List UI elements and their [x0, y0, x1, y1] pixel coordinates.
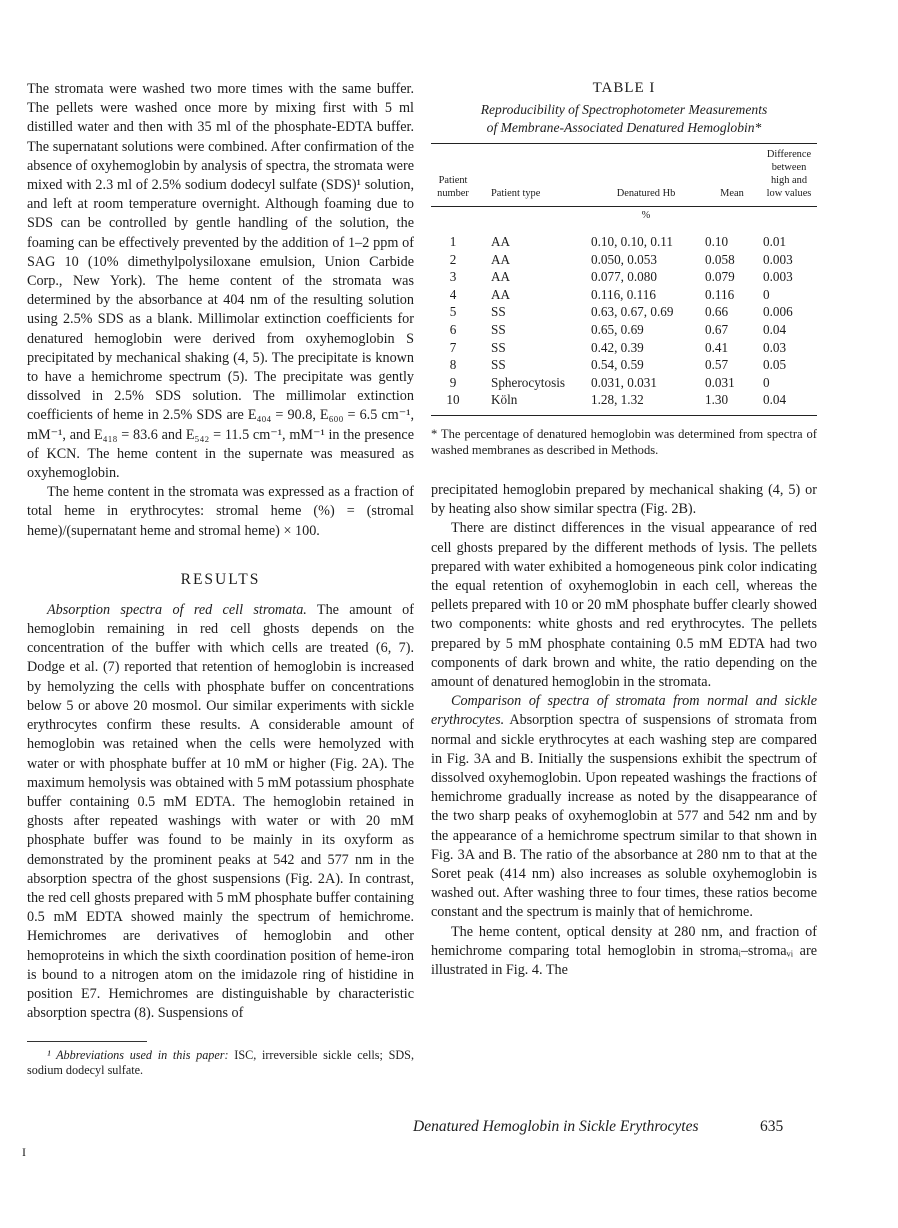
table-header-row [431, 144, 817, 207]
methods-paragraph-1: The stromata were washed two more times with the same buffer. The pellets were washed once more by mixing first with 5 ml distilled water and then with 35 ml of the phosphate-EDTA buffer. The supernatant solutions were combined. After confirmation of the absence of oxyhemoglobin by analysis of spectra, the stromata were mixed with 2.3 ml of 2.5% sodium dodecyl sulfate (SDS)¹ solution, and left at room temperature overnight. Although foaming due to SDS can be controlled by gentle handling of the solution, the foaming can be effectively prevented by the addition of 1–2 ppm of SAG 10 (10% dimethylpolysiloxane emulsion, Union Carbide Corp., New York). The heme content of the stromata was determined by the absorbance at 404 nm of the resulting solution using 2.5% SDS as a blank. Millimolar extinction coefficients for denatured hemoglobin were derived from oxyhemoglobin S precipitated by mechanical shaking (4, 5). The precipitate is known to have a hemichrome spectrum (5). The precipitate was gently dissolved in 2.5% SDS solution. The millimolar extinction coefficients of heme in 2.5% SDS are E₄₀₄ = 90.8, E₆₀₀ = 6.5 cm⁻¹, mM⁻¹, and E₄₁₈ = 83.6 and E₅₄₂ = 11.5 cm⁻¹, mM⁻¹ in the presence of KCN. The heme content in the supernate was measured as oxyhemoglobin. [27, 81, 414, 482]
cell-denatured-hb: 0.65, 0.69 [591, 321, 644, 337]
cell-difference: 0.03 [763, 339, 787, 355]
table-caption-line-2: of Membrane-Associated Denatured Hemoglobin* [486, 120, 762, 135]
cell-patient-type: SS [491, 304, 506, 320]
running-title: Denatured Hemoglobin in Sickle Erythrocytes [413, 1118, 699, 1135]
cell-mean: 0.57 [705, 357, 729, 373]
results-paragraph-comparison-body: Absorption spectra of suspensions of stromata from normal and sickle erythrocytes at each washing step are compared in Fig. 3A and B. Initially the suspensions exhibit the spectrum of dissolved oxyhemoglobin. Upon repeated washings the fractions of hemichrome gradually increase as noted by the disappearance of the two sharp peaks of oxyhemoglobin at 577 and 542 nm and by the appearance of a hemichrome spectrum similar to that shown in Fig. 3A and B. The ratio of the absorbance at 280 nm to that at the Soret peak (414 nm) also increases as soluble oxyhemoglobin is washed out. After washing three to four times, these ratios become constant and the spectrum is mainly that of hemichrome. [431, 712, 817, 921]
subsection-heading-comparison: Comparison of spectra of stromata from normal and sickle erythrocytes. [431, 693, 817, 729]
cell-patient-number: 2 [449, 251, 457, 267]
table-body [431, 207, 817, 416]
results-paragraph-ghost-appearance: There are distinct differences in the visual appearance of red cell ghosts prepared by the different methods of lysis. The pellets prepared with water exhibited a homogeneous pink color indicating the equal retention of oxyhemoglobin in each cell, whereas the pellets prepared with 10 or 20 mM phosphate buffer clearly showed two components: white ghosts and red erythrocytes. The pellets prepared by 5 mM phosphate containing 0.5 mM EDTA had two components of dark brown and white, the ratio depending on the amount of denatured hemoglobin in the stromata. [431, 520, 817, 690]
left-column [27, 80, 414, 1078]
table-row [431, 268, 817, 286]
cell-patient-number: 3 [449, 269, 457, 285]
results-heading: RESULTS [180, 570, 261, 588]
cell-patient-number: 1 [449, 234, 457, 249]
cell-denatured-hb: 0.116, 0.116 [591, 286, 656, 302]
footnote [27, 1048, 414, 1078]
cell-patient-number: 4 [449, 286, 457, 302]
results-paragraph-continued: precipitated hemoglobin prepared by mechanical shaking (4, 5) or by heating also show similar spectra (Fig. 2B). [431, 481, 817, 518]
table-row [431, 356, 817, 374]
table-row [431, 251, 817, 269]
table-caption-line-1: Reproducibility of Spectrophotometer Measurements [480, 102, 768, 117]
cell-difference: 0.04 [763, 321, 787, 337]
table-footnote: * The percentage of denatured hemoglobin was determined from spectra of washed membranes as described in Methods. [431, 426, 817, 458]
cell-patient-type: Spherocytosis [491, 374, 565, 390]
cell-mean: 0.41 [705, 339, 729, 355]
cell-patient-type: AA [491, 286, 511, 302]
cell-patient-type: SS [491, 321, 506, 337]
cell-patient-number: 5 [449, 304, 457, 320]
methods-paragraph-2: The heme content in the stromata was expressed as a fraction of total heme in erythrocytes: stromal heme (%) = (stromal heme)/(supernatant heme and stromal heme) × 100. [27, 484, 414, 539]
unit-row [431, 207, 817, 234]
footnote-rule [27, 1041, 147, 1042]
cell-patient-number: 7 [449, 339, 457, 355]
right-column [431, 80, 817, 980]
cell-mean: 0.66 [705, 304, 729, 320]
header-difference: Difference between high and low values [766, 149, 812, 199]
table-caption [431, 101, 817, 137]
cell-patient-type: AA [491, 234, 511, 249]
cell-denatured-hb: 0.10, 0.10, 0.11 [591, 234, 673, 249]
cell-mean: 0.67 [705, 321, 729, 337]
margin-mark: I [22, 1145, 26, 1159]
cell-denatured-hb: 0.63, 0.67, 0.69 [591, 304, 674, 320]
table-row [431, 391, 817, 415]
cell-denatured-hb: 0.077, 0.080 [591, 269, 657, 285]
cell-patient-type: Köln [491, 392, 518, 408]
cell-difference: 0.04 [763, 392, 787, 408]
cell-denatured-hb: 0.54, 0.59 [591, 357, 644, 373]
cell-difference: 0.003 [763, 251, 793, 267]
cell-mean: 0.058 [705, 251, 735, 267]
table-1 [431, 80, 817, 459]
cell-denatured-hb: 1.28, 1.32 [591, 392, 644, 408]
cell-denatured-hb: 0.42, 0.39 [591, 339, 644, 355]
cell-patient-type: AA [491, 251, 511, 267]
results-paragraph-heme-content: The heme content, optical density at 280 nm, and fraction of hemichrome comparing total hemoglobin in stromaᵢ–stromaᵥᵢ are illustrated in Fig. 4. The [431, 923, 817, 979]
cell-mean: 0.116 [705, 286, 735, 302]
header-denatured-hb: Denatured Hb [616, 188, 676, 199]
table-row [431, 286, 817, 304]
page-number: 635 [760, 1118, 784, 1135]
cell-patient-number: 8 [449, 357, 457, 373]
cell-patient-type: AA [491, 269, 511, 285]
cell-patient-number: 9 [449, 374, 457, 390]
footnote-label: ¹ Abbreviations used in this paper: [47, 1048, 229, 1063]
data-table [431, 143, 817, 416]
results-paragraph-1 [27, 601, 414, 1023]
cell-patient-number: 10 [446, 392, 460, 408]
cell-mean: 0.10 [705, 234, 729, 249]
table-row [431, 321, 817, 339]
cell-mean: 1.30 [705, 392, 729, 408]
table-row [431, 374, 817, 392]
header-patient-number: Patient number [437, 175, 469, 199]
header-mean: Mean [720, 188, 744, 199]
cell-difference: 0.006 [763, 304, 793, 320]
table-row [431, 303, 817, 321]
subsection-heading-absorption: Absorption spectra of red cell stromata. [47, 601, 307, 618]
table-row [431, 233, 817, 251]
cell-difference: 0.05 [763, 357, 787, 373]
results-paragraph-1-body: The amount of hemoglobin remaining in red cell ghosts depends on the concentration of the buffer with which cells are treated (6, 7). Dodge et al. (7) reported that retention of hemoglobin is increased by hemolyzing the cells with phosphate buffer on concentrations below 5 or above 20 mosmol. Our similar experiments with sickle erythrocytes confirm these results. A considerable amount of hemoglobin was retained when the cells were hemolyzed with water or with phosphate buffer at 10 mM or higher (Fig. 2A). The maximum hemolysis was obtained with 5 mM potassium phosphate buffer containing 0.5 mM EDTA. The hemoglobin retained in ghosts after repeated washings with water or with 20 mM phosphate buffer was found to be mainly in its oxyform as demonstrated by the prominent peaks at 542 and 577 nm in the absorption spectra of the ghost suspensions (Fig. 2A). In contrast, the red cell ghosts prepared with 5 mM phosphate buffer containing 0.5 mM EDTA showed mainly the spectrum of hemichrome. Hemichromes are derivatives of hemoglobin and other hemoproteins in which the sixth coordination position of heme-iron is bound to a nitrogen atom on the imidazole ring of histidine in position E7. Hemichromes are distinguishable by characteristic absorption spectra (8). Suspensions of [27, 601, 414, 1022]
cell-difference: 0.01 [763, 234, 787, 249]
cell-patient-number: 6 [449, 321, 457, 337]
table-row [431, 339, 817, 357]
table-title: TABLE I [592, 80, 656, 96]
cell-patient-type: SS [491, 357, 506, 373]
cell-mean: 0.079 [705, 269, 735, 285]
results-paragraph-comparison [431, 692, 817, 922]
cell-difference: 0 [763, 286, 770, 302]
cell-denatured-hb: 0.050, 0.053 [591, 251, 657, 267]
cell-difference: 0 [763, 374, 770, 390]
cell-difference: 0.003 [763, 269, 793, 285]
cell-denatured-hb: 0.031, 0.031 [591, 374, 657, 390]
header-patient-type: Patient type [491, 188, 541, 199]
cell-patient-type: SS [491, 339, 506, 355]
cell-mean: 0.031 [705, 374, 735, 390]
unit-label: % [641, 210, 651, 221]
footnote-body: ISC, irreversible sickle cells; SDS, sodium dodecyl sulfate. [27, 1048, 414, 1078]
